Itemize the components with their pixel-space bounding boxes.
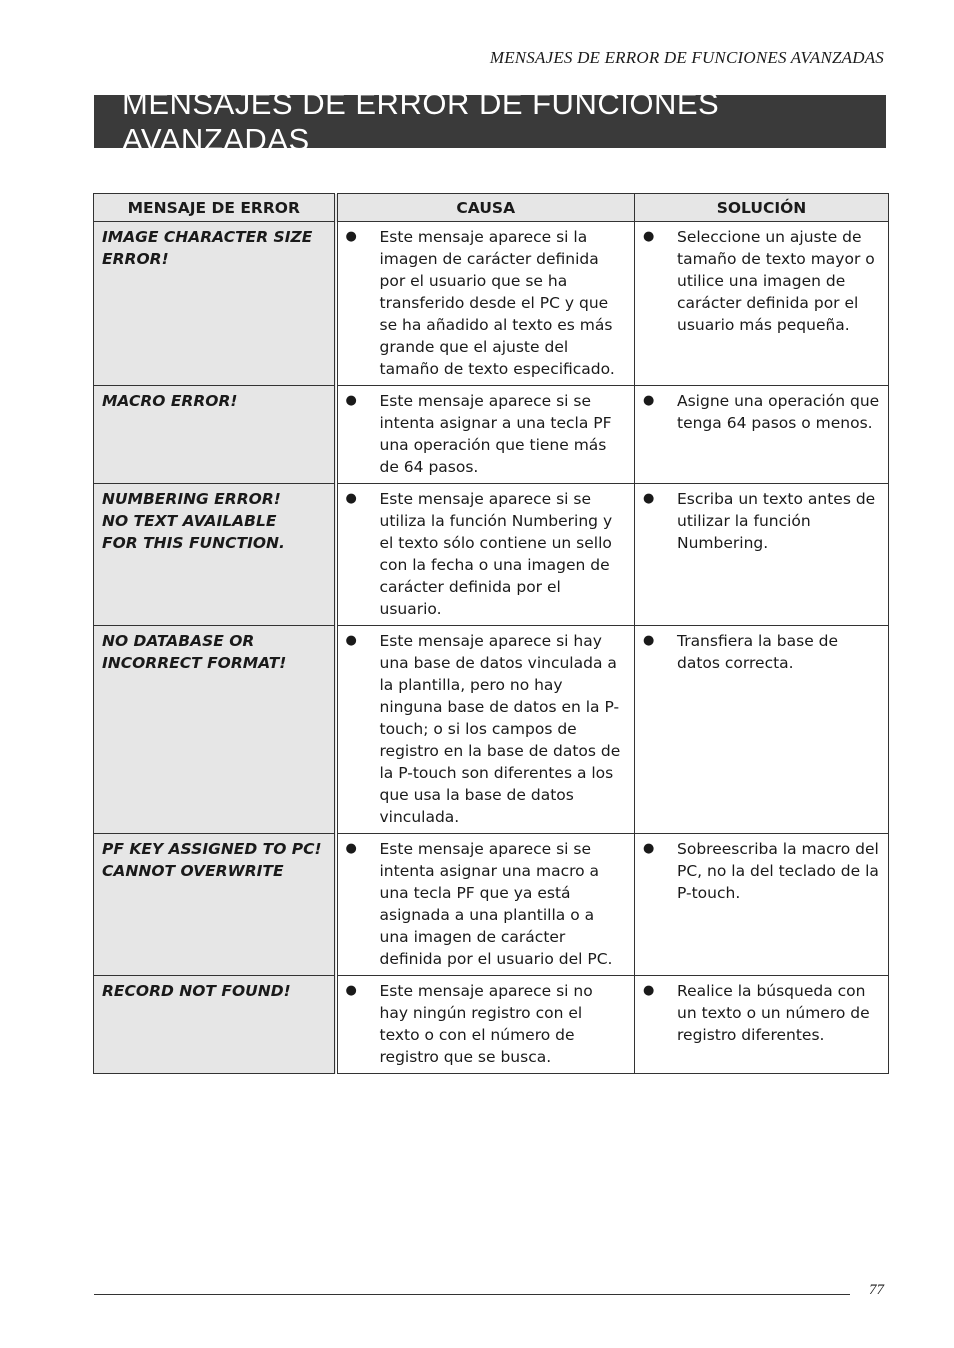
solution-text: Transfiera la base de datos correcta.: [677, 632, 839, 672]
error-message-cell: MACRO ERROR!: [94, 386, 336, 484]
page-title: MENSAJES DE ERROR DE FUNCIONES AVANZADAS: [94, 95, 886, 148]
error-message-cell: NUMBERING ERROR! NO TEXT AVAILABLE FOR THIS FUNCTION.: [94, 484, 336, 626]
solution-cell: [635, 484, 889, 626]
bullet-icon: ●: [345, 393, 357, 408]
table-row: [94, 834, 889, 976]
solution-text: Seleccione un ajuste de tamaño de texto mayor o utilice una imagen de carácter definida por el usuario más pequeña.: [677, 228, 875, 334]
bullet-icon: ●: [345, 633, 357, 648]
cause-text: Este mensaje aparece si se utiliza la función Numbering y el texto sólo contiene un sello con la fecha o una imagen de carácter definida por el usuario.: [379, 490, 613, 618]
cause-text: Este mensaje aparece si la imagen de carácter definida por el usuario que se ha transferido desde el PC y que se ha añadido al texto es más grande que el ajuste del tamaño de texto especificado.: [379, 228, 615, 378]
solution-cell: [635, 222, 889, 386]
cause-cell: [336, 222, 635, 386]
solution-text: Sobreescriba la macro del PC, no la del teclado de la P-touch.: [677, 840, 879, 902]
bullet-icon: ●: [345, 983, 357, 998]
footer-divider: [94, 1294, 850, 1295]
cause-text: Este mensaje aparece si no hay ningún registro con el texto o con el número de registro que se busca.: [379, 982, 593, 1066]
error-message-cell: RECORD NOT FOUND!: [94, 976, 336, 1074]
error-message-cell: PF KEY ASSIGNED TO PC! CANNOT OVERWRITE: [94, 834, 336, 976]
bullet-icon: ●: [643, 841, 655, 856]
solution-text: Realice la búsqueda con un texto o un número de registro diferentes.: [677, 982, 870, 1044]
bullet-icon: ●: [345, 229, 357, 244]
cause-cell: [336, 386, 635, 484]
solution-cell: [635, 626, 889, 834]
table-row: [94, 386, 889, 484]
solution-cell: [635, 834, 889, 976]
solution-cell: [635, 976, 889, 1074]
bullet-icon: ●: [345, 841, 357, 856]
error-messages-table: [93, 193, 889, 1074]
column-header-message: MENSAJE DE ERROR: [94, 194, 336, 222]
cause-text: Este mensaje aparece si se intenta asignar una macro a una tecla PF que ya está asignada a una plantilla o a una imagen de carácter definida por el usuario del PC.: [379, 840, 613, 968]
cause-cell: [336, 484, 635, 626]
column-header-cause: CAUSA: [336, 194, 635, 222]
column-header-solution: SOLUCIÓN: [635, 194, 889, 222]
cause-text: Este mensaje aparece si se intenta asignar a una tecla PF una operación que tiene más de 64 pasos.: [379, 392, 612, 476]
table-row: [94, 976, 889, 1074]
bullet-icon: ●: [643, 633, 655, 648]
solution-cell: [635, 386, 889, 484]
bullet-icon: ●: [643, 393, 655, 408]
table-header-row: [94, 194, 889, 222]
page-number: 77: [869, 1282, 884, 1298]
bullet-icon: ●: [643, 983, 655, 998]
cause-cell: [336, 976, 635, 1074]
table-row: [94, 484, 889, 626]
bullet-icon: ●: [345, 491, 357, 506]
error-message-cell: NO DATABASE OR INCORRECT FORMAT!: [94, 626, 336, 834]
cause-cell: [336, 834, 635, 976]
solution-text: Escriba un texto antes de utilizar la función Numbering.: [677, 490, 876, 552]
table-row: [94, 222, 889, 386]
cause-text: Este mensaje aparece si hay una base de datos vinculada a la plantilla, pero no hay ninguna base de datos en la P-touch; o si los campos de registro en la base de datos de la P-touch son diferentes a los que usa la base de datos vinculada.: [379, 632, 621, 826]
bullet-icon: ●: [643, 229, 655, 244]
solution-text: Asigne una operación que tenga 64 pasos o menos.: [677, 392, 880, 432]
running-header: MENSAJES DE ERROR DE FUNCIONES AVANZADAS: [489, 48, 884, 67]
table-row: [94, 626, 889, 834]
bullet-icon: ●: [643, 491, 655, 506]
error-message-cell: IMAGE CHARACTER SIZE ERROR!: [94, 222, 336, 386]
cause-cell: [336, 626, 635, 834]
